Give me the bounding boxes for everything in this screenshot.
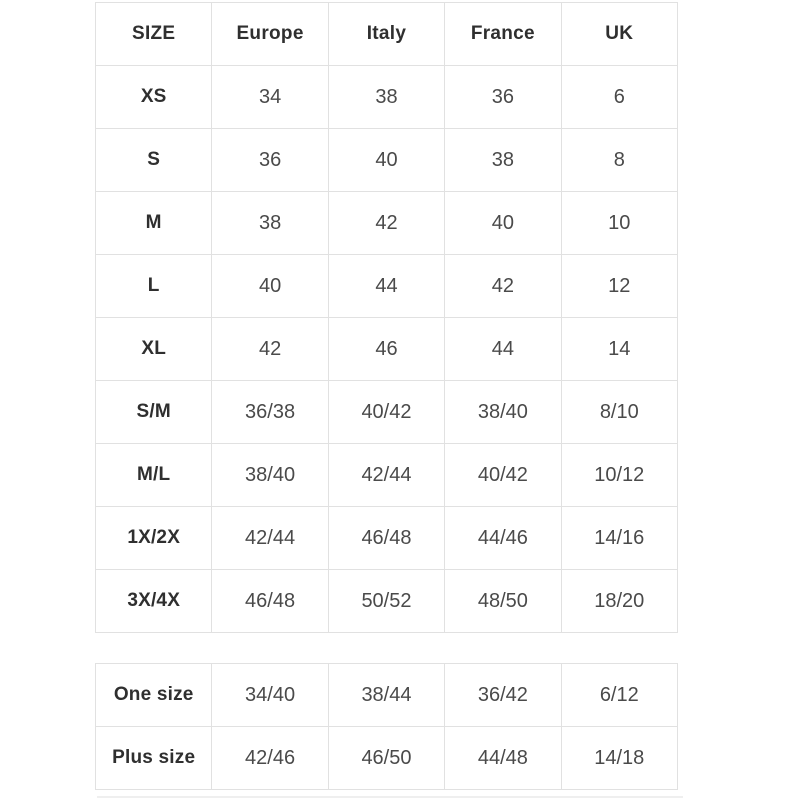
size-value-cell: 44 — [328, 255, 444, 318]
header-row — [96, 3, 678, 66]
size-value-cell: 38 — [445, 129, 561, 192]
size-value-cell: 44 — [445, 318, 561, 381]
table-row — [96, 255, 678, 318]
size-label-cell: Plus size — [96, 727, 212, 790]
size-value-cell: 18/20 — [561, 570, 677, 633]
table-row — [96, 570, 678, 633]
column-header-italy: Italy — [328, 3, 444, 66]
size-value-cell: 36 — [445, 66, 561, 129]
size-label-cell: S — [96, 129, 212, 192]
size-value-cell: 8 — [561, 129, 677, 192]
size-label-cell: S/M — [96, 381, 212, 444]
size-value-cell: 40/42 — [445, 444, 561, 507]
size-value-cell: 46/48 — [328, 507, 444, 570]
size-value-cell: 38 — [212, 192, 328, 255]
size-value-cell: 10 — [561, 192, 677, 255]
size-value-cell: 44/48 — [445, 727, 561, 790]
size-value-cell: 46/50 — [328, 727, 444, 790]
table-row — [96, 192, 678, 255]
table-row — [96, 318, 678, 381]
size-value-cell: 34 — [212, 66, 328, 129]
size-value-cell: 42/44 — [212, 507, 328, 570]
size-value-cell: 12 — [561, 255, 677, 318]
table-row — [96, 507, 678, 570]
table-row — [96, 129, 678, 192]
size-value-cell: 38 — [328, 66, 444, 129]
table-row — [96, 66, 678, 129]
size-value-cell: 46 — [328, 318, 444, 381]
size-value-cell: 6/12 — [561, 664, 677, 727]
size-label-cell: L — [96, 255, 212, 318]
size-value-cell: 38/40 — [445, 381, 561, 444]
size-conversion-table — [95, 2, 678, 633]
size-label-cell: M — [96, 192, 212, 255]
size-label-cell: XL — [96, 318, 212, 381]
column-header-france: France — [445, 3, 561, 66]
size-value-cell: 14 — [561, 318, 677, 381]
size-value-cell: 10/12 — [561, 444, 677, 507]
column-header-uk: UK — [561, 3, 677, 66]
size-label-cell: One size — [96, 664, 212, 727]
size-value-cell: 14/16 — [561, 507, 677, 570]
size-value-cell: 44/46 — [445, 507, 561, 570]
size-label-cell: 3X/4X — [96, 570, 212, 633]
size-table-body — [96, 66, 678, 633]
size-label-cell: 1X/2X — [96, 507, 212, 570]
size-label-cell: XS — [96, 66, 212, 129]
size-value-cell: 40 — [328, 129, 444, 192]
size-value-cell: 36/42 — [445, 664, 561, 727]
size-value-cell: 40 — [212, 255, 328, 318]
size-value-cell: 8/10 — [561, 381, 677, 444]
size-value-cell: 50/52 — [328, 570, 444, 633]
size-value-cell: 42 — [328, 192, 444, 255]
size-value-cell: 36/38 — [212, 381, 328, 444]
table-row — [96, 444, 678, 507]
size-value-cell: 40 — [445, 192, 561, 255]
size-value-cell: 14/18 — [561, 727, 677, 790]
size-value-cell: 38/40 — [212, 444, 328, 507]
page-bottom-divider — [97, 796, 683, 798]
size-value-cell: 40/42 — [328, 381, 444, 444]
size-value-cell: 42/44 — [328, 444, 444, 507]
size-value-cell: 38/44 — [328, 664, 444, 727]
size-value-cell: 42 — [445, 255, 561, 318]
size-table-header — [96, 3, 678, 66]
size-value-cell: 6 — [561, 66, 677, 129]
size-value-cell: 34/40 — [212, 664, 328, 727]
table-row — [96, 664, 678, 727]
special-size-table-body — [96, 664, 678, 790]
size-label-cell: M/L — [96, 444, 212, 507]
column-header-europe: Europe — [212, 3, 328, 66]
size-value-cell: 48/50 — [445, 570, 561, 633]
table-row — [96, 381, 678, 444]
size-value-cell: 36 — [212, 129, 328, 192]
table-row — [96, 727, 678, 790]
size-value-cell: 46/48 — [212, 570, 328, 633]
size-value-cell: 42 — [212, 318, 328, 381]
size-value-cell: 42/46 — [212, 727, 328, 790]
special-size-table — [95, 663, 678, 790]
column-header-size: SIZE — [96, 3, 212, 66]
